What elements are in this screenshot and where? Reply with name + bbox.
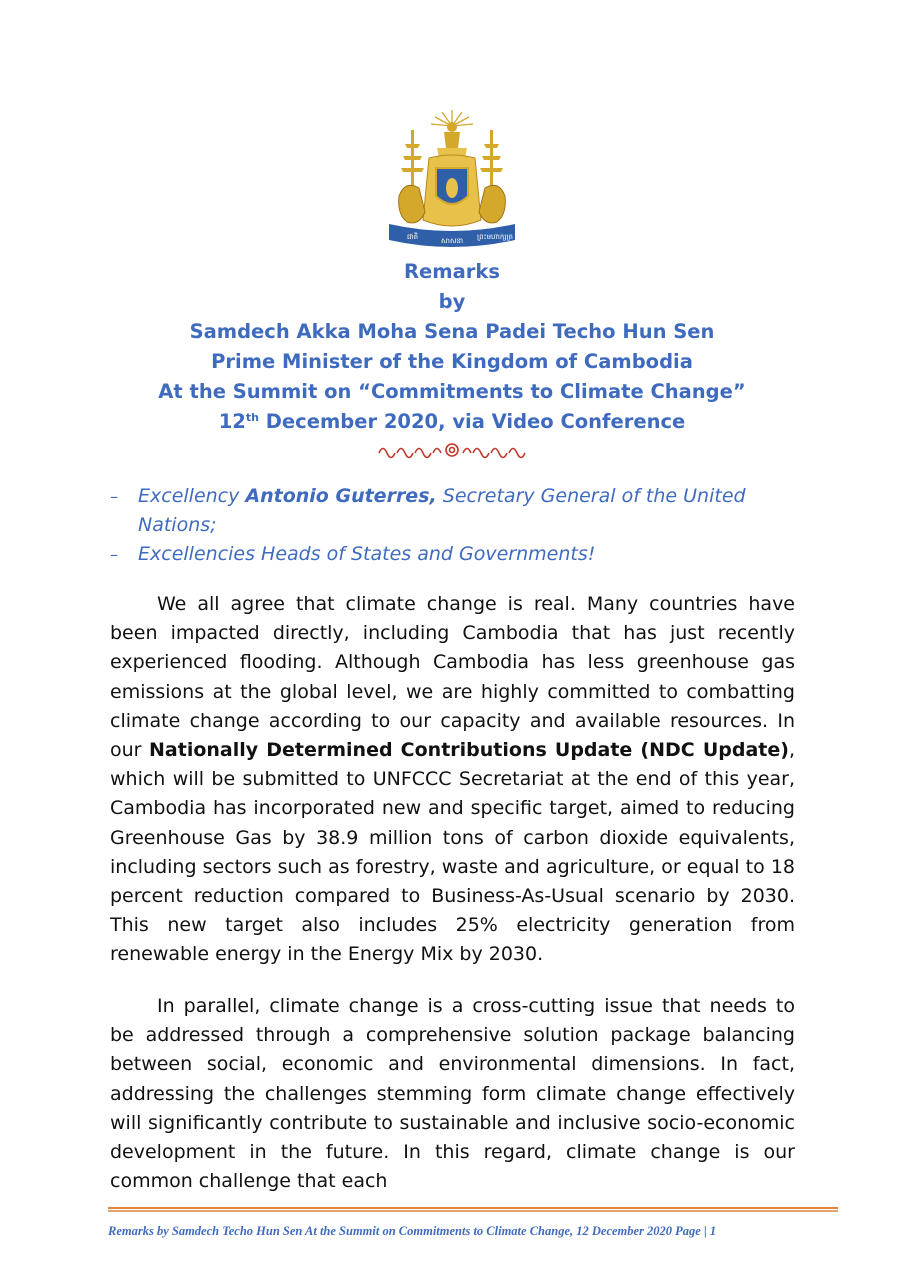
heading-event: At the Summit on “Commitments to Climate Change” — [158, 380, 746, 403]
speech-heading — [0, 257, 904, 437]
emblem-label-king: ព្រះមហាក្សត្រ — [477, 233, 513, 241]
emblem-label-nation: ជាតិ — [407, 233, 419, 241]
addressee-prefix: Excellency — [138, 485, 246, 507]
addressee-item — [110, 482, 800, 540]
date-suffix: th — [245, 411, 259, 424]
body-paragraph-2: In parallel, climate change is a cross-cutting issue that needs to be addressed through a comprehensive solution package balancing between social, economic and environmental dimensions. In fact, addressing the challenges stemming form climate change effectively will significantly contribute to sustainable and inclusive socio-economic development in the future. In this regard, climate change is our common challenge that each — [110, 995, 795, 1193]
heading-date — [0, 407, 904, 437]
addressee-item: – Excellencies Heads of States and Governments! — [110, 540, 800, 569]
date-rest: December 2020, via Video Conference — [258, 410, 686, 433]
addressee-role: Secretary General of the United Nations; — [138, 485, 746, 536]
p1-bold-ndc: Nationally Determined Contributions Update (NDC Update) — [149, 739, 789, 762]
heading-remarks: Remarks — [404, 260, 500, 283]
heading-by: by — [438, 290, 466, 313]
addressee-list — [110, 482, 800, 569]
footer-divider — [108, 1207, 838, 1209]
date-day: 12 — [218, 410, 246, 433]
heading-speaker-name: Samdech Akka Moha Sena Padei Techo Hun Sen — [189, 320, 715, 343]
decorative-divider — [375, 441, 529, 459]
heading-speaker-title: Prime Minister of the Kingdom of Cambodia — [211, 350, 693, 373]
body-paragraph-1 — [110, 590, 795, 970]
page-footer: Remarks by Samdech Techo Hun Sen At the Summit on Commitments to Climate Change, 12 December 2020 Page | 1 — [108, 1224, 717, 1238]
p1-text-start: We all agree that climate change is real. Many countries have been impacted directly, including Cambodia that has just recently experienced flooding. Although Cambodia has less greenhouse gas emissions at the global level, we are highly committed to combatting climate change according to our capacity and available resources. In our — [110, 593, 795, 762]
royal-arms-emblem — [385, 108, 519, 256]
p1-text-end: , which will be submitted to UNFCCC Secretariat at the end of this year, Cambodia has incorporated new and specific target, aimed to reducing Greenhouse Gas by 38.9 million tons of carbon dioxide equivalents, including sectors such as forestry, waste and agriculture, or equal to 18 percent reduction compared to Business-As-Usual scenario by 2030. This new target also includes 25% electricity generation from renewable energy in the Energy Mix by 2030. — [110, 739, 795, 966]
addressee-name: Antonio Guterres, — [245, 485, 437, 507]
emblem-label-religion: សាសនា — [441, 237, 464, 245]
